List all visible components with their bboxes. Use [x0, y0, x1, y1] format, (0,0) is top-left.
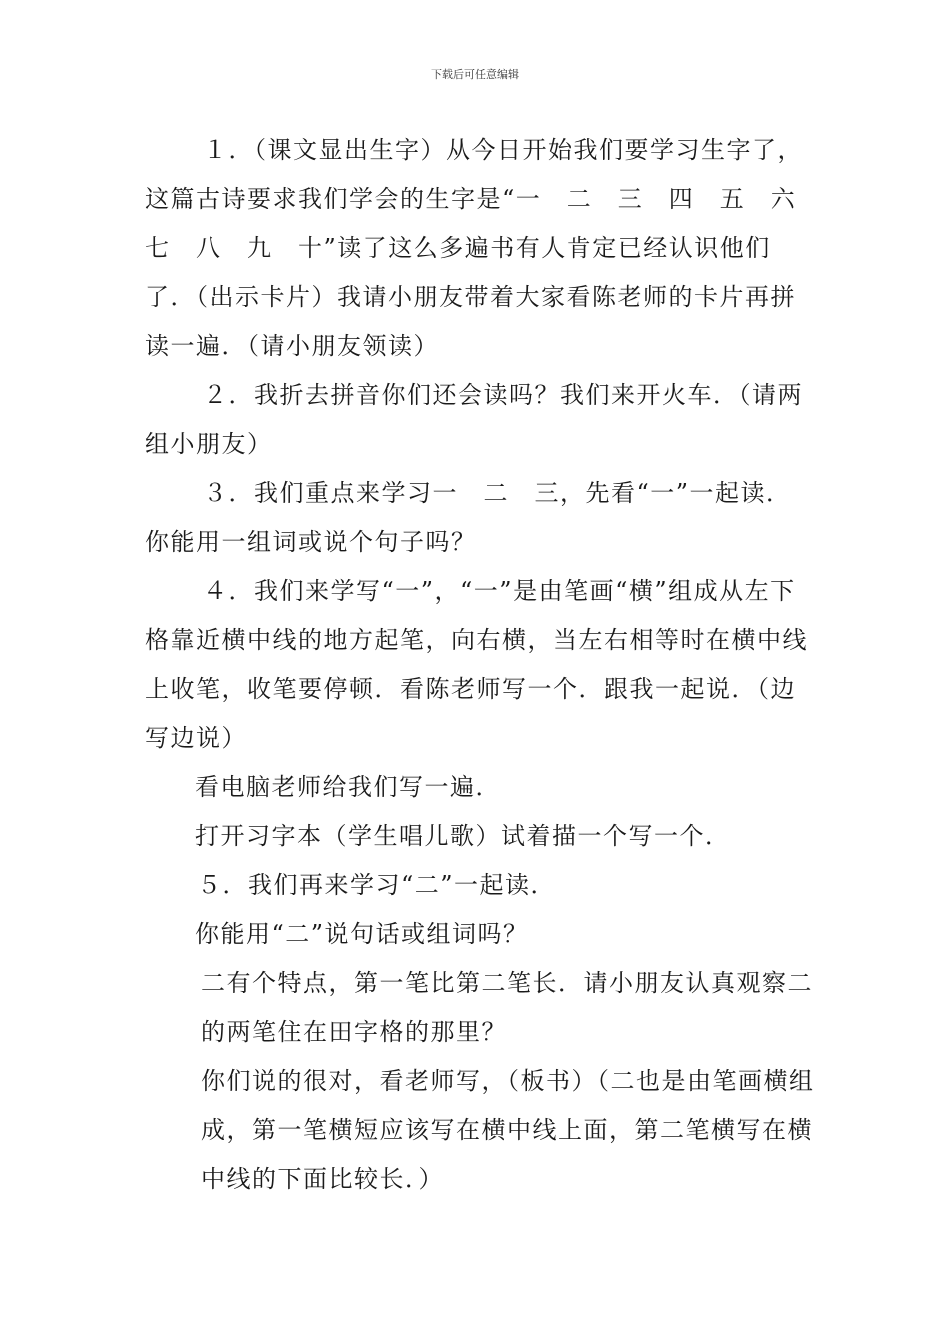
paragraph-6: 打开习字本（学生唱儿歌）试着描一个写一个． [195, 822, 731, 850]
paragraph-5: 看电脑老师给我们写一遍． [195, 773, 501, 801]
paragraph-7: ５．我们再来学习“二”一起读． [197, 871, 557, 899]
paragraph-4: ４．我们来学写“一”，“一”是由笔画“横”组成从左下格靠近横中线的地方起笔，向右横，当左右相等时在横中线上收笔，收笔要停顿．看陈老师写一个．跟我一起说．（边写边说） [145, 577, 808, 752]
paragraph-8: 你能用“二”说句话或组词吗？ [195, 920, 529, 948]
document-body [145, 126, 822, 1204]
paragraph-2: ２．我折去拼音你们还会读吗？我们来开火车．（请两组小朋友） [145, 381, 803, 458]
page-header: 下载后可任意编辑 [431, 68, 519, 81]
paragraph-1: １．（课文显出生字）从今日开始我们要学习生字了，这篇古诗要求我们学会的生字是“一 二 三 四 五 六 七 八 九 十”读了这么多遍书有人肯定已经认识他们了．（出示卡片）我请小朋友带着大家看陈老师的卡片再拼读一遍．（请小朋友领读） [145, 136, 822, 360]
paragraph-3: ３．我们重点来学习一 二 三，先看“一”一起读．你能用一组词或说个句子吗？ [145, 479, 792, 556]
paragraph-9: 二有个特点，第一笔比第二笔长．请小朋友认真观察二的两笔住在田字格的那里？ [201, 969, 813, 1046]
paragraph-10: 你们说的很对，看老师写，（板书）（二也是由笔画横组成，第一笔横短应该写在横中线上面，第二笔横写在横中线的下面比较长．） [201, 1067, 815, 1193]
